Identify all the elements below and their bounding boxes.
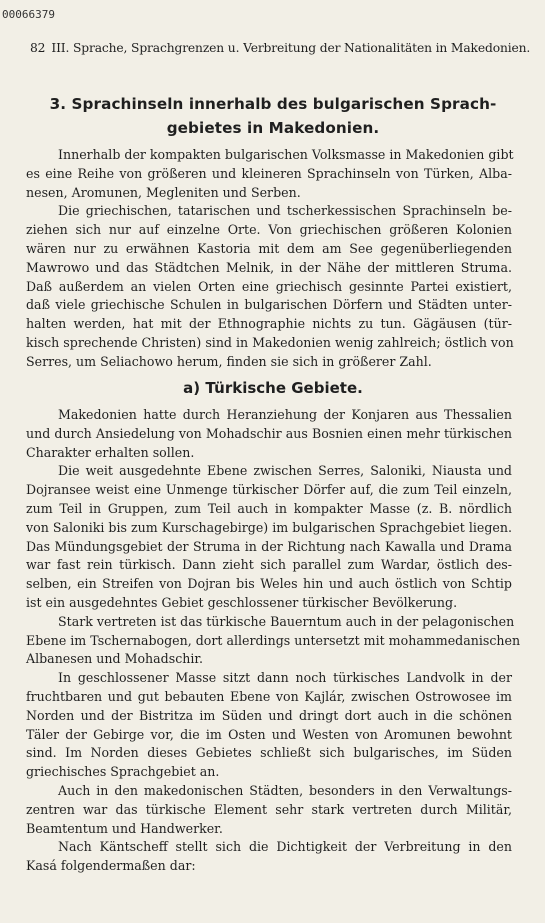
text-line: Auch in den makedonischen Städten, besonders in den Verwaltungs- (58, 782, 512, 798)
text-line: Daß außerdem an vielen Orten eine griechisch gesinnte Partei existiert, (26, 278, 512, 294)
paragraph (26, 202, 512, 371)
paragraph (26, 669, 512, 782)
text-line: Die griechischen, tatarischen und tscherkessischen Sprachinseln be- (58, 203, 512, 219)
text-line: sind. Im Norden dieses Gebietes schließt sich bulgarisches, im Süden (26, 745, 512, 761)
text-line: es eine Reihe von größeren und kleineren Sprachinseln von Türken, Alba- (26, 165, 512, 181)
text-line: Die weit ausgedehnte Ebene zwischen Serres, Saloniki, Niausta und (58, 463, 512, 479)
paragraph (26, 462, 512, 612)
text-line: kisch sprechende Christen) sind in Makedonien wenig zahlreich; östlich von (26, 334, 514, 350)
text-line: Stark vertreten ist das türkische Bauerntum auch in der pelagonischen (58, 613, 515, 629)
text-line: zum Teil in Gruppen, zum Teil auch in kompakter Masse (z. B. nördlich (26, 500, 512, 516)
text-line: Makedonien hatte durch Heranziehung der Konjaren aus Thessalien (58, 407, 512, 422)
text-line: ziehen sich nur auf einzelne Orte. Von griechischen größeren Kolonien (26, 222, 512, 238)
page-number: 82 (30, 41, 46, 55)
text-line: halten werden, hat mit der Ethnographie nichts zu tun. Gägäusen (tür- (26, 316, 512, 332)
text-line: Kasá folgendermaßen dar: (26, 858, 196, 874)
text-line: Nach Käntscheff stellt sich die Dichtigkeit der Verbreitung in den (58, 839, 512, 855)
text-line: Norden und der Bistritza im Süden und dringt dort auch in die schönen (26, 707, 512, 723)
section-title-line: gebietes in Makedonien. (166, 119, 380, 137)
text-line: Albanesen und Mohadschir. (26, 651, 204, 667)
text-line: Dojransee weist eine Unmenge türkischer Dörfer auf, die zum Teil einzeln, (26, 482, 512, 498)
text-line: Beamtentum und Handwerker. (26, 820, 223, 836)
text-line: daß viele griechische Schulen in bulgarischen Dörfern und Städten unter- (26, 297, 512, 313)
text-line: Ebene im Tschernabogen, dort allerdings untersetzt mit mohammedanischen (26, 632, 521, 648)
text-line: Mawrowo und das Städtchen Melnik, in der Nähe der mittleren Struma. (26, 259, 512, 275)
text-line: In geschlossener Masse sitzt dann noch türkisches Landvolk in der (58, 670, 512, 686)
text-line: wären nur zu erwähnen Kastoria mit dem am See gegenüberliegenden (26, 240, 512, 256)
text-line: nesen, Aromunen, Megleniten und Serben. (26, 184, 301, 200)
text-line: Charakter erhalten sollen. (26, 444, 195, 460)
section-title (26, 92, 520, 140)
text-line: Das Mündungsgebiet der Struma in der Richtung nach Kawalla und Drama (26, 538, 512, 554)
text-line: und durch Ansiedelung von Mohadschir aus Bosnien einen mehr türkischen (26, 425, 512, 441)
text-line: selben, ein Streifen von Dojran bis Weles hin und auch östlich von Schtip (26, 576, 512, 592)
subheading: a) Türkische Gebiete. (183, 379, 363, 397)
paragraph (26, 782, 512, 838)
text-line: Serres, um Seliachowo herum, finden sie sich in größerer Zahl. (26, 353, 432, 369)
text-line: war fast rein türkisch. Dann zieht sich parallel zum Wardar, östlich des- (26, 557, 512, 573)
text-line: fruchtbaren und gut bebauten Ebene von Kajlár, zwischen Ostrowosee im (26, 688, 512, 704)
running-title: III. Sprache, Sprachgrenzen u. Verbreitung der Nationalitäten in Makedonien. (51, 41, 531, 55)
body-text-bottom (26, 406, 521, 876)
section-title-line: 3. Sprachinseln innerhalb des bulgarischen Sprach- (49, 95, 497, 113)
running-header (30, 41, 531, 55)
paragraph (26, 838, 512, 876)
text-line: Täler der Gebirge vor, die im Osten und Westen von Aromunen bewohnt (26, 726, 512, 742)
paragraph (26, 613, 521, 669)
text-line: ist ein ausgedehntes Gebiet geschlossener türkischer Bevölkerung. (26, 594, 458, 610)
text-line: Innerhalb der kompakten bulgarischen Volksmasse in Makedonien gibt (58, 147, 514, 162)
paragraph (26, 406, 512, 462)
scan-identifier: 00066379 (2, 8, 55, 21)
body-text-top (26, 146, 512, 372)
text-line: zentren war das türkische Element sehr stark vertreten durch Militär, (26, 801, 512, 817)
paragraph (26, 146, 512, 202)
text-line: griechisches Sprachgebiet an. (26, 764, 220, 780)
text-line: von Saloniki bis zum Kurschagebirge) im bulgarischen Sprachgebiet liegen. (26, 519, 512, 535)
